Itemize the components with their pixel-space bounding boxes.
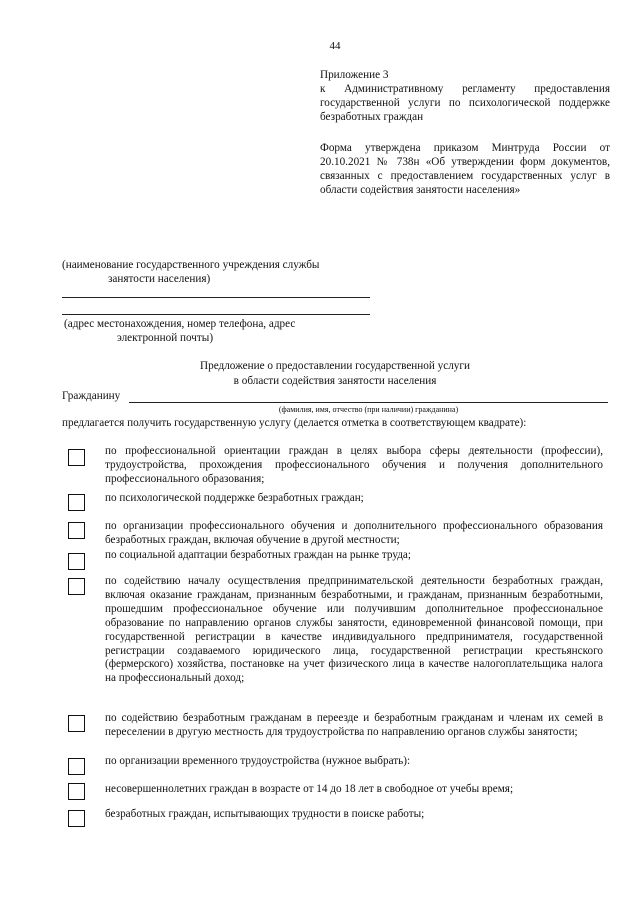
address-caption-2: электронной почты) xyxy=(117,332,214,344)
option-checkbox[interactable] xyxy=(68,810,85,827)
form-approval-note: Форма утверждена приказом Минтруда России от 20.10.2021 № 738н «Об утверждении форм документов, связанных с предоставлением государственных услуг в области содействия занятости населения» xyxy=(320,142,610,196)
citizen-name-line[interactable] xyxy=(129,402,608,403)
option-text: по содействию началу осуществления предпринимательской деятельности безработных граждан, включая оказание гражданам, признанным безработными, и гражданам, признанным безработными, прошедшим профессиональное обучение или получившим дополнительное профессиональное образование по направлению органов службы занятости, единовременной финансовой помощи, при государственной регистрации в качестве индивидуального предпринимателя, государственной регистрации создаваемого юридического лица, государственной регистрации крестьянского (фермерского) хозяйства, постановке на учет физического лица в качестве налогоплательщика налога на профессиональный доход; xyxy=(105,575,603,685)
option-checkbox[interactable] xyxy=(68,783,85,800)
institution-name-caption-1: (наименование государственного учреждения службы xyxy=(62,259,320,271)
citizen-name-caption: (фамилия, имя, отчество (при наличии) гражданина) xyxy=(278,405,459,414)
page-number: 44 xyxy=(329,40,341,52)
proposal-intro: предлагается получить государственную услугу (делается отметка в соответствующем квадрате): xyxy=(62,417,527,429)
proposal-title-2: в области содействия занятости населения xyxy=(233,375,437,387)
option-checkbox[interactable] xyxy=(68,715,85,732)
appendix-body: к Административному регламенту предоставления государственной услуги по психологической поддержке безработных граждан xyxy=(320,83,610,123)
option-checkbox[interactable] xyxy=(68,553,85,570)
option-text: по социальной адаптации безработных граждан на рынке труда; xyxy=(105,549,411,561)
option-checkbox[interactable] xyxy=(68,494,85,511)
institution-line-2 xyxy=(62,314,370,315)
option-text: по организации профессионального обучения и дополнительного профессионального образования безработных граждан, включая обучение в другой местности; xyxy=(105,520,603,546)
option-text: несовершеннолетних граждан в возрасте от 14 до 18 лет в свободное от учебы время; xyxy=(105,783,514,795)
option-checkbox[interactable] xyxy=(68,758,85,775)
citizen-label: Гражданину xyxy=(62,390,121,402)
institution-line-1 xyxy=(62,297,370,298)
option-checkbox[interactable] xyxy=(68,522,85,539)
option-checkbox[interactable] xyxy=(68,578,85,595)
appendix-title: Приложение 3 xyxy=(320,69,389,81)
institution-name-caption-2: занятости населения) xyxy=(108,273,211,285)
option-text: по профессиональной ориентации граждан в целях выбора сферы деятельности (профессии), трудоустройства, прохождения профессионального обучения и получения дополнительного профессионального образования; xyxy=(105,445,603,485)
option-text: по психологической поддержке безработных граждан; xyxy=(105,492,364,504)
address-caption-1: (адрес местонахождения, номер телефона, адрес xyxy=(64,318,296,330)
option-text: по организации временного трудоустройства (нужное выбрать): xyxy=(105,755,411,767)
option-text: по содействию безработным гражданам в переезде и безработным гражданам и членам их семей в переселении в другую местность для трудоустройства по направлению органов службы занятости; xyxy=(105,712,603,738)
option-checkbox[interactable] xyxy=(68,449,85,466)
option-text: безработных граждан, испытывающих трудности в поиске работы; xyxy=(105,808,425,820)
proposal-title-1: Предложение о предоставлении государственной услуги xyxy=(200,360,470,372)
